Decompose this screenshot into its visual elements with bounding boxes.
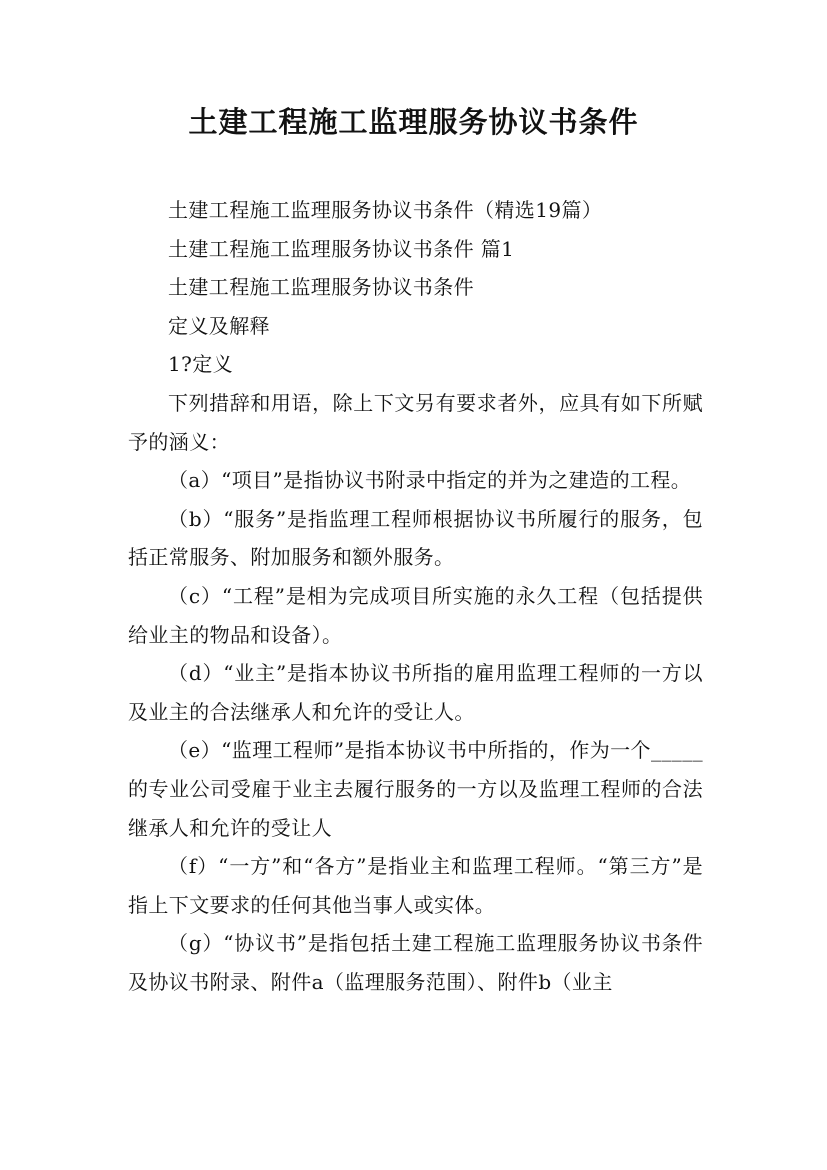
paragraph-section-title: 土建工程施工监理服务协议书条件 [168,275,474,300]
paragraph-item-e: （e）“监理工程师”是指本协议书中所指的，作为一个_____的专业公司受雇于业主去履行服务的一方以及监理工程师的合法继承人和允许的受让人 [128,738,703,840]
paragraph-intro: 下列措辞和用语，除上下文另有要求者外，应具有如下所赋予的涵义： [128,390,703,454]
paragraph-chapter-heading: 土建工程施工监理服务协议书条件 篇1 [168,236,515,261]
document-title: 土建工程施工监理服务协议书条件 [188,105,639,139]
document-body [128,191,703,1001]
paragraph-item-b: （b）“服务”是指监理工程师根据协议书所履行的服务，包括正常服务、附加服务和额外服务。 [128,506,703,570]
paragraph-item-d: （d）“业主”是指本协议书所指的雇用监理工程师的一方以及业主的合法继承人和允许的受让人。 [128,661,703,724]
paragraph-item-a: （a）“项目”是指协议书附录中指定的并为之建造的工程。 [168,468,692,493]
paragraph-clause-number: 1?定义 [168,352,234,377]
paragraph-subtitle: 土建工程施工监理服务协议书条件（精选19篇） [168,198,603,222]
paragraph-item-c: （c）“工程”是相为完成项目所实施的永久工程（包括提供给业主的物品和设备）。 [128,583,703,647]
paragraph-item-g: （g）“协议书”是指包括土建工程施工监理服务协议书条件及协议书附录、附件a（监理服务范围）、附件b（业主 [128,931,703,994]
paragraph-definitions-heading: 定义及解释 [168,313,270,338]
paragraph-item-f: （f）“一方”和“各方”是指业主和监理工程师。“第三方”是指上下文要求的任何其他当事人或实体。 [128,854,703,917]
